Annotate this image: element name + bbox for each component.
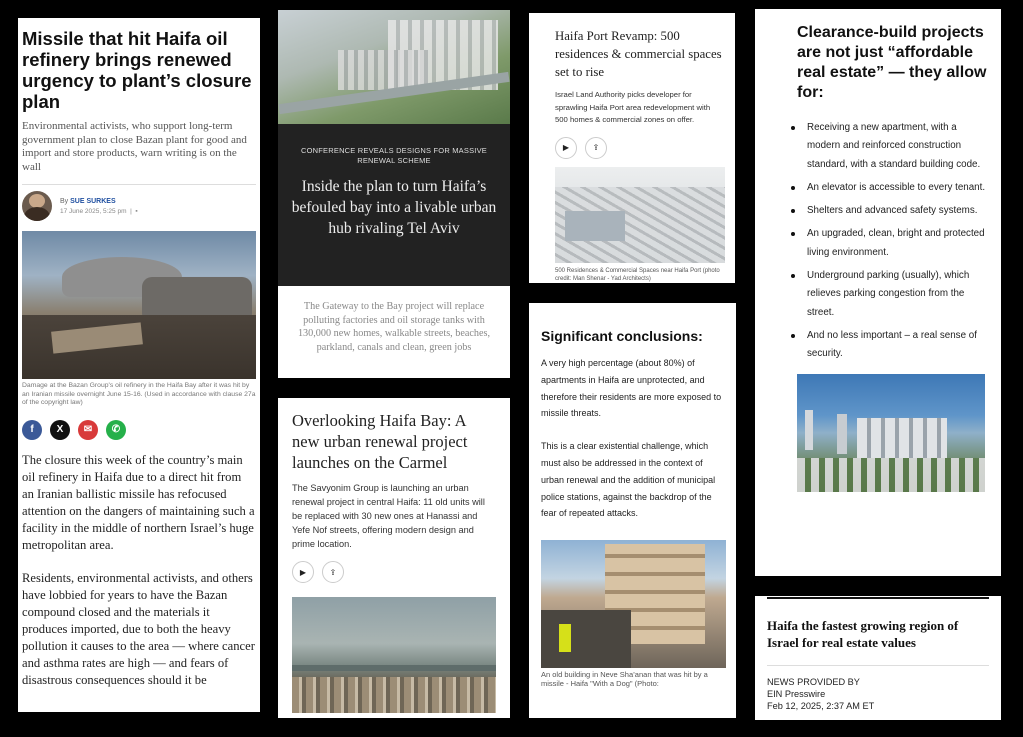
- media-controls: [555, 137, 725, 159]
- list-item: An upgraded, clean, bright and protected living environment.: [787, 225, 987, 262]
- headline-panel: [278, 124, 510, 286]
- headline[interactable]: Inside the plan to turn Haifa’s befouled bay into a livable urban hub rivaling Tel Aviv: [291, 178, 497, 237]
- section-title: Significant conclusions:: [541, 328, 703, 344]
- article-card-carmel: [278, 398, 510, 718]
- author-link[interactable]: SUE SURKES: [70, 197, 116, 205]
- list-item: And no less important – a real sense of security.: [787, 327, 987, 364]
- summary: The Gateway to the Bay project will replace polluting factories and oil storage tanks with 130,000 new homes, walkable streets, beaches, parkland, canals and clean, green jobs: [297, 301, 491, 353]
- publish-date: 17 June 2025, 5:25 pm: [60, 207, 127, 215]
- press-release-card: [755, 596, 1001, 720]
- play-icon[interactable]: ▶: [292, 561, 314, 583]
- source-name[interactable]: EIN Presswire: [767, 689, 826, 699]
- byline-prefix: By: [60, 197, 69, 205]
- media-controls: [292, 561, 496, 583]
- provided-label: NEWS PROVIDED BY: [767, 677, 860, 687]
- comment-icon[interactable]: ▪: [135, 207, 138, 215]
- article-card-conclusions: [529, 303, 736, 718]
- subheadline: Environmental activists, who support long-term government plan to close Bazan plant for good and import and store products, warn writing is on the wall: [22, 120, 247, 173]
- photo-caption: An old building in Neve Sha’anan that was hit by a missile - Haifa "With a Dog" (Photo:: [541, 670, 708, 689]
- play-icon[interactable]: ▶: [555, 137, 577, 159]
- list-item: Underground parking (usually), which relieves parking congestion from the street.: [787, 267, 987, 322]
- press-meta: [767, 676, 989, 712]
- publish-date: Feb 12, 2025, 2:37 AM ET: [767, 701, 875, 711]
- share-icon[interactable]: ⇪: [585, 137, 607, 159]
- article-card-refinery: [18, 18, 260, 712]
- email-icon[interactable]: ✉: [78, 420, 98, 440]
- article-card-port: [529, 13, 735, 283]
- photo-caption: Damage at the Bazan Group's oil refinery in the Haifa Bay after it was hit by an Iranian missile overnight June 15-16. (Used in accordance with clause 27a of the copyright law): [22, 382, 256, 406]
- summary: The Savyonim Group is launching an urban renewal project in central Haifa: 11 old units will be replaced with 30 new ones at Hanassi and Yefe Nof streets, offering modern design and prime location.: [292, 483, 485, 549]
- article-card-clearance-build: [755, 9, 1001, 576]
- photo-caption: 500 Residences & Commercial Spaces near Haifa Port (photo credit: Man Shenar - Yad Architects): [555, 267, 720, 282]
- share-bar: [22, 420, 256, 440]
- author-avatar: [22, 191, 52, 221]
- byline: By SUE SURKES 17 June 2025, 5:25 pm | ▪: [22, 184, 256, 221]
- aerial-rendering-photo: [278, 10, 510, 124]
- body-paragraph: Residents, environmental activists, and others have lobbied for years to have the Bazan compound closed and the materials it produces imported, due to both the heavy pollution it causes to the area — where cancer and asthma rates are high — and fears of disastrous consequences should it be: [22, 570, 255, 687]
- share-icon[interactable]: ⇪: [322, 561, 344, 583]
- article-card-bay-plan: [278, 10, 510, 378]
- facebook-icon[interactable]: f: [22, 420, 42, 440]
- headline[interactable]: Overlooking Haifa Bay: A new urban renewal project launches on the Carmel: [292, 411, 468, 472]
- article-body: [22, 452, 256, 689]
- haifa-skyline-photo: [797, 374, 985, 492]
- headline[interactable]: Haifa the fastest growing region of Israel for real estate values: [767, 618, 959, 650]
- port-rendering-photo: [555, 167, 725, 263]
- haifa-bay-photo: [292, 597, 496, 713]
- damaged-building-photo: [541, 540, 726, 668]
- body-paragraph: The closure this week of the country’s main oil refinery in Haifa due to a direct hit from an Iranian ballistic missile has refocused attention on the dangers of maintaining such a facility in the middle of northern Israel’s huge metropolitan area.: [22, 452, 255, 552]
- x-icon[interactable]: X: [50, 420, 70, 440]
- conclusions-text: [541, 355, 726, 522]
- benefits-list: [787, 119, 987, 364]
- list-item: An elevator is accessible to every tenant.: [787, 179, 987, 197]
- top-rule: [767, 597, 989, 599]
- headline[interactable]: Missile that hit Haifa oil refinery brings renewed urgency to plant’s closure plan: [22, 28, 252, 112]
- list-item: Shelters and advanced safety systems.: [787, 202, 987, 220]
- body-paragraph: This is a clear existential challenge, which must also be addressed in the context of urban renewal and the addition of municipal police stations, against the backdrop of the fear of repeated attacks.: [541, 441, 716, 519]
- whatsapp-icon[interactable]: ✆: [106, 420, 126, 440]
- summary: Israel Land Authority picks developer for sprawling Haifa Port area redevelopment with 500 homes & commercial zones on offer.: [555, 90, 711, 124]
- divider: [767, 665, 989, 666]
- refinery-damage-photo: [22, 231, 256, 379]
- headline[interactable]: Haifa Port Revamp: 500 residences & commercial spaces set to rise: [555, 29, 722, 79]
- list-item: Receiving a new apartment, with a modern and reinforced construction standard, with a standard building code.: [787, 119, 987, 174]
- kicker: CONFERENCE REVEALS DESIGNS FOR MASSIVE RENEWAL SCHEME: [301, 146, 487, 165]
- body-paragraph: A very high percentage (about 80%) of apartments in Haifa are unprotected, and therefore their residents are more exposed to missile threats.: [541, 358, 722, 419]
- section-title: Clearance-build projects are not just “affordable real estate” — they allow for:: [797, 24, 987, 101]
